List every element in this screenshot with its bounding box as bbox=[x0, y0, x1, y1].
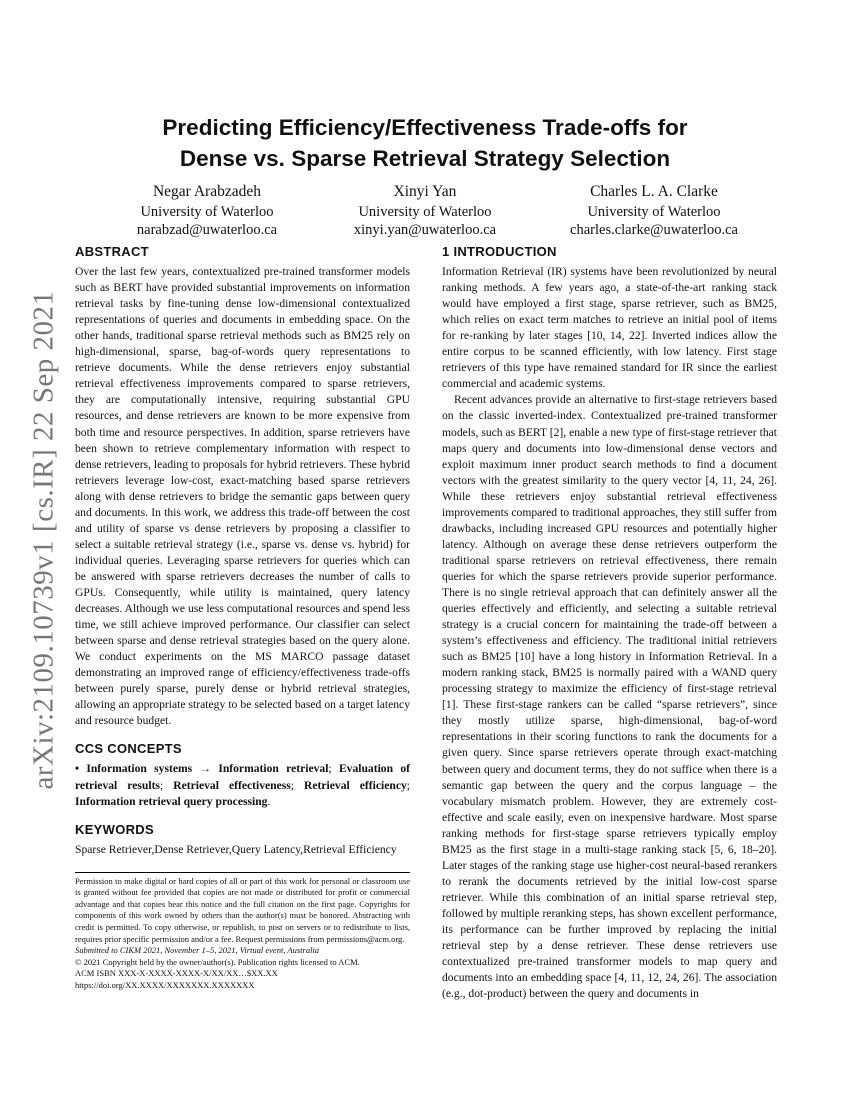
left-column bbox=[75, 244, 410, 992]
ccs-concept: Retrieval effectiveness bbox=[173, 778, 291, 792]
right-column bbox=[442, 244, 777, 1002]
ccs-concept: • Information systems → Information retrieval bbox=[75, 762, 329, 776]
intro-paragraph: Recent advances provide an alternative to first-stage retrievers based on the classic inverted-index. Contextualized pre-trained transformer models, such as BERT [2], enable a new type of first-stage retriever that maps query and documents into low-dimensional dense vectors and exploit maximum inner product search methods to find a document vectors with the greatest similarity to the query vector [4, 11, 24, 26]. While these retrievers enjoy substantial retrieval effectiveness improvements compared to traditional approaches, they still suffer from drawbacks, including increased GPU resources and potentially higher latency. Although on average these dense retrievers outperform the traditional sparse retrievers on retrieval effectiveness, there remain queries for which the sparse retrievers provide superior performance. There is no single retrieval approach that can definitely answer all the queries effectively and efficiently, and selecting a suitable retrieval strategy is a crucial concern for maintaining the trade-off between a system’s effectiveness and efficiency. The traditional initial retrievers such as BM25 [10] have a long history in Information Retrieval. In a modern ranking stack, BM25 is normally paired with a WAND query processing strategy to maximize the efficiency of first-stage retrieval [1]. These first-stage rankers can be called “sparse retrievers”, since they mostly utilize sparse, high-dimensional, bag-of-word representations in their scoring functions to rank the documents for a given query. Since sparse retrievers operate through exact-matching between query and document terms, they do not suffice when there is a semantic gap between the query and the corpus language – the vocabulary mismatch problem. However, they are extremely cost-effective and scale easily, even on inexpensive hardware. Most sparse ranking methods for first-stage sparse retrievers typically employ BM25 as the first stage in a multi-stage ranking stack [5, 6, 18–20]. Later stages of the ranking stage use higher-cost neural-based rerankers to rerank the documents retrieved by the initial low-cost sparse retriever. While this combination of an initial sparse retrieval step, followed by multiple reranking steps, has shown excellent performance, its performance can be further improved by replacing the initial retrieval step by a dense retriever. These dense retrievers use contextualized pre-trained transformer models to map query and documents into an embedding space [4, 11, 12, 24, 26]. The association (e.g., dot-product) between the query and documents in bbox=[442, 393, 777, 1001]
doi-link[interactable]: https://doi.org/XX.XXXX/XXXXXXX.XXXXXXX bbox=[75, 980, 255, 991]
isbn-line: ACM ISBN XXX-X-XXXX-XXXX-X/XX/XX…$XX.XX bbox=[75, 968, 278, 979]
keywords-text: Sparse Retriever,Dense Retriever,Query Latency,Retrieval Efficiency bbox=[75, 842, 397, 856]
ccs-separator: ; bbox=[328, 762, 339, 776]
ccs-section bbox=[75, 741, 410, 809]
ccs-concept: Evaluation of retrieval results bbox=[75, 762, 410, 792]
author-name: Negar Arabzadeh bbox=[152, 183, 261, 200]
keywords-heading: KEYWORDS bbox=[75, 821, 154, 837]
permission-notice bbox=[75, 872, 410, 992]
author-block bbox=[315, 183, 535, 239]
ccs-separator: ; bbox=[406, 778, 410, 792]
ccs-separator: ; bbox=[159, 778, 174, 792]
author-email: charles.clarke@uwaterloo.ca bbox=[570, 222, 738, 238]
author-name: Xinyi Yan bbox=[393, 183, 457, 200]
paper-title bbox=[100, 112, 750, 174]
ccs-concept: Information retrieval query processing bbox=[75, 794, 268, 808]
author-block bbox=[97, 183, 317, 239]
ccs-concepts bbox=[75, 761, 410, 809]
author-email: narabzad@uwaterloo.ca bbox=[136, 222, 278, 238]
author-block bbox=[544, 183, 764, 239]
abstract-text: Over the last few years, contextualized pre-trained transformer models such as BERT have provided substantial improvements on information retrieval tasks by fine-tuning dense low-dimensional contextualized representations of queries and documents in embedding space. On the other hands, traditional sparse retrieval methods such as BM25 rely on high-dimensional, sparse, bag-of-words query representations to retrieve documents. While the dense retrievers enjoy substantial retrieval effectiveness improvements compared to sparse retrievers, they are computationally intensive, requiring substantial GPU resources, and dense retrievers are known to be more expensive from both time and resource perspectives. In addition, sparse retrievers have been shown to retrieve complementary information with respect to dense retrievers, leading to proposals for hybrid retrievers. These hybrid retrievers leverage low-cost, exact-matching based sparse retrievers along with dense retrievers to bridge the semantic gaps between query and documents. In this work, we address this trade-off between the cost and utility of sparse vs dense retrievers by proposing a classifier to select a suitable retrieval strategy (i.e., sparse vs. dense vs. hybrid) for individual queries. Leveraging sparse retrievers for queries which can be answered with sparse retrievers decreases the number of calls to GPUs. Consequently, while utility is maintained, query latency decreases. Although we use less computational resources and spend less time, we still achieve improved performance. Our classifier can select between sparse and dense retrieval strategies based on the query alone. We conduct experiments on the MS MARCO passage dataset demonstrating an improved range of efficiency/effectiveness trade-offs between purely sparse, purely dense or hybrid retrieval strategies, allowing an appropriate strategy to be selected based on a target latency and resource budget. bbox=[75, 265, 410, 728]
title-line-2: Dense vs. Sparse Retrieval Strategy Selection bbox=[179, 146, 671, 171]
permission-text: Permission to make digital or hard copies of all or part of this work for personal or classroom use is granted without fee provided that copies are not made or distributed for profit or commercial advantage and that copies bear this notice and the full citation on the first page. Copyrights for components of this work owned by others than the author(s) must be honored. Abstracting with credit is permitted. To copy otherwise, or republish, to post on servers or to redistribute to lists, requires prior specific permission and/or a fee. Request permissions from permissions@acm.org. bbox=[75, 875, 410, 944]
copyright-line: © 2021 Copyright held by the owner/author(s). Publication rights licensed to ACM. bbox=[75, 956, 360, 967]
keywords-section bbox=[75, 822, 410, 858]
author-affiliation: University of Waterloo bbox=[140, 204, 274, 220]
author-name: Charles L. A. Clarke bbox=[590, 183, 718, 200]
ccs-concept: Retrieval efficiency bbox=[304, 778, 407, 792]
ccs-heading: CCS CONCEPTS bbox=[75, 741, 182, 757]
author-affiliation: University of Waterloo bbox=[358, 204, 492, 220]
ccs-separator: ; bbox=[290, 778, 305, 792]
intro-paragraph: Information Retrieval (IR) systems have been revolutionized by neural ranking methods. A few years ago, a state-of-the-art ranking stack would have employed a first stage, sparse retriever, such as BM25, which relies on exact term matches to retrieve an initial pool of items for re-ranking by later stages [10, 14, 22]. Inverted indices allow the entire corpus to be scanned efficiently, with low latency. First stage retrievers of this type have remained standard for IR since the earliest commercial and academic systems. bbox=[442, 265, 777, 391]
abstract-heading: ABSTRACT bbox=[75, 244, 149, 259]
author-affiliation: University of Waterloo bbox=[587, 204, 721, 220]
arxiv-side-label: arXiv:2109.10739v1 [cs.IR] 22 Sep 2021 bbox=[27, 290, 60, 790]
author-email: xinyi.yan@uwaterloo.ca bbox=[353, 222, 497, 238]
submission-note: Submitted to CIKM 2021, November 1–5, 2021, Virtual event, Australia bbox=[75, 945, 320, 956]
title-line-1: Predicting Efficiency/Effectiveness Trade-offs for bbox=[162, 115, 688, 140]
introduction-heading: 1 INTRODUCTION bbox=[442, 244, 557, 259]
ccs-separator: . bbox=[267, 794, 271, 808]
